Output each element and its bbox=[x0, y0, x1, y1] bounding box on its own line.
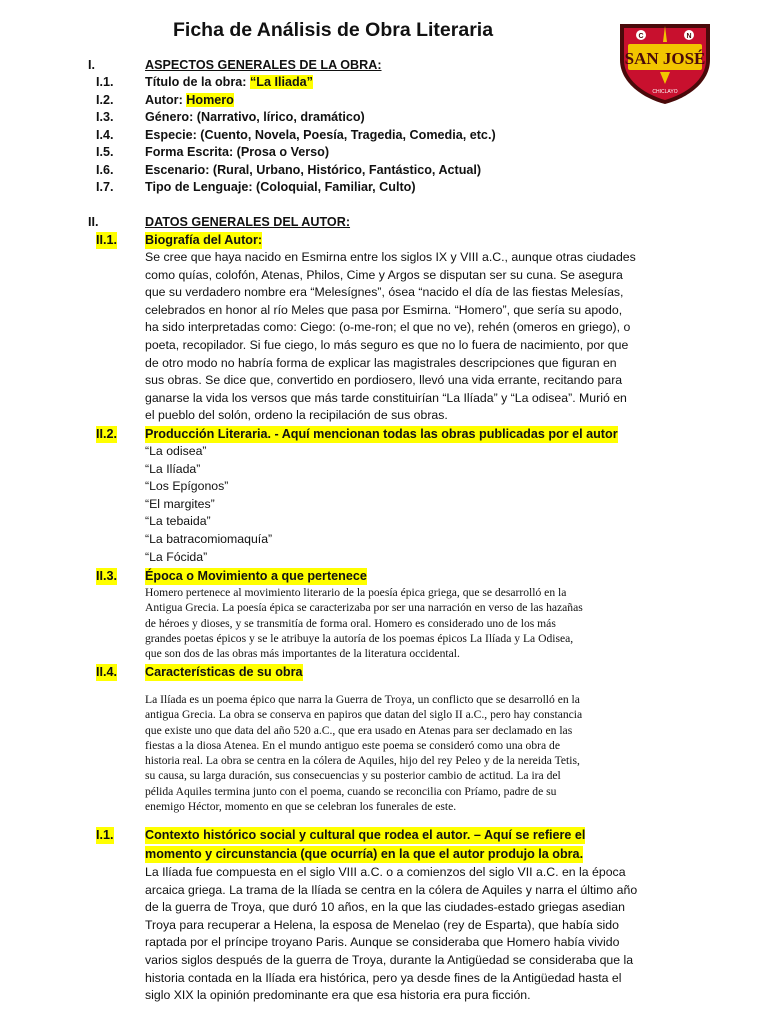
item-number: I.1. bbox=[96, 75, 114, 89]
bio-line: Se cree que haya nacido en Esmirna entre los siglos IX y VIII a.C., aunque otras ciudades bbox=[145, 250, 636, 264]
features-line: fiestas a la diosa Atenea. En el mundo antiguo este poema se consideró como una obra de bbox=[145, 738, 560, 752]
context-line: Troya para recuperar a Helena, la esposa de Menelao (rey de Esparta), que había sido bbox=[145, 917, 619, 932]
features-line: historia real. La obra se centra en la cólera de Aquiles, hijo del rey Peleo y de la nereida Tetis, bbox=[145, 754, 580, 768]
section2-number: II. bbox=[88, 215, 99, 229]
context-number: I.1. bbox=[96, 828, 114, 842]
item-number: I.6. bbox=[96, 163, 114, 177]
bio-line: de otro modo no habría forma de explicar las magistrales descripciones que figuran en bbox=[145, 355, 617, 370]
epoch-line: Antigua Grecia. La poesía épica se caracterizaba por ser una narración en verso de las hazañas bbox=[145, 601, 583, 615]
epoch-line: que son dos de las obras más importantes de la literatura occidental. bbox=[145, 647, 460, 661]
work-item: “La batracomiomaquía” bbox=[145, 531, 273, 546]
item-label: Autor: bbox=[145, 93, 183, 107]
logo-letter-n: N bbox=[686, 33, 692, 40]
features-line: antigua Grecia. La obra se conserva en papiros que datan del siglo II a.C., pero hay constancia bbox=[145, 708, 583, 722]
bio-line: poeta, recopilador. Si fue ciego, lo más seguro es que no lo fuera de nacimiento, por que bbox=[145, 337, 629, 352]
context-label-line1: Contexto histórico social y cultural que rodea el autor. – Aquí se refiere el bbox=[145, 828, 586, 842]
item-number: I.2. bbox=[96, 93, 114, 107]
bio-line: el pueblo del solón, ordeno la recipilación de sus obras. bbox=[145, 408, 448, 423]
bio-line: ganarse la vida los versos que más tarde constituirían “La Ilíada” y “La odisea”. Murió en bbox=[145, 390, 627, 405]
bio-line: sus obras. Se dice que, convertido en pordiosero, llevó una vida errante, recitando para bbox=[145, 373, 623, 388]
school-shield-logo bbox=[614, 20, 716, 106]
item-value: “La Iliada” bbox=[249, 75, 313, 89]
work-item: “La odisea” bbox=[145, 444, 207, 458]
section1-number: I. bbox=[88, 58, 95, 72]
item-label: Escenario: (Rural, Urbano, Histórico, Fantástico, Actual) bbox=[145, 163, 482, 177]
bio-line: como quías, colofón, Atenas, Philos, Cime y Argos se disputan ser su cuna. Se asegura bbox=[145, 267, 623, 282]
features-line: La Ilíada es un poema épico que narra la Guerra de Troya, un conflicto que se desarrolló en la bbox=[145, 693, 580, 706]
item-label: Tipo de Lenguaje: (Coloquial, Familiar, Culto) bbox=[145, 180, 416, 194]
logo-letter-c: C bbox=[638, 33, 644, 40]
bio-line: celebrados en honor al río Meles que pasa por Esmirna. “Homero”, que sería su apodo, bbox=[145, 302, 623, 317]
work-item: “El margites” bbox=[145, 496, 215, 511]
context-line: varios siglos después de la guerra de Troya, durante la Antigüedad se consideraba que la bbox=[145, 952, 634, 967]
context-paragraph bbox=[145, 864, 665, 1005]
bio-number: II.1. bbox=[96, 233, 117, 247]
page-title: Ficha de Análisis de Obra Literaria bbox=[173, 19, 494, 41]
bio-label: Biografía del Autor: bbox=[145, 233, 263, 247]
item-value: Homero bbox=[186, 93, 234, 107]
item-label: Género: (Narrativo, lírico, dramático) bbox=[145, 110, 365, 124]
context-line: siglo XIX la opinión predominante era que esa historia era pura ficción. bbox=[145, 988, 531, 1003]
production-number: II.2. bbox=[96, 427, 117, 441]
item-number: I.4. bbox=[96, 128, 114, 142]
item-label: Especie: (Cuento, Novela, Poesía, Tragedia, Comedia, etc.) bbox=[145, 128, 496, 142]
epoch-paragraph bbox=[145, 585, 583, 661]
features-paragraph bbox=[145, 692, 582, 814]
logo-city: CHICLAYO bbox=[652, 89, 678, 95]
work-item: “La Ilíada” bbox=[145, 461, 201, 476]
bio-line: ha sido interpretadas como: Ciego: (o-me-ron; el que no ve), rehén (omeros en griego), o bbox=[145, 320, 631, 335]
production-label: Producción Literaria. - Aquí mencionan todas las obras publicadas por el autor bbox=[145, 427, 618, 441]
item-number: I.7. bbox=[96, 180, 114, 194]
bio-paragraph bbox=[145, 249, 665, 425]
context-line: La Ilíada fue compuesta en el siglo VIII a.C. o a comienzos del siglo VII a.C. en la época bbox=[145, 865, 626, 879]
logo-main-letters: SAN JOSÉ bbox=[624, 49, 706, 68]
item-label: Título de la obra: bbox=[145, 75, 247, 89]
section2-heading: DATOS GENERALES DEL AUTOR: bbox=[145, 215, 351, 229]
context-line: historia contada en la Ilíada era histórica, pero ya desde fines de la Antigüedad hasta el bbox=[145, 970, 622, 985]
work-item: “La tebaida” bbox=[145, 514, 211, 529]
epoch-number: II.3. bbox=[96, 569, 117, 583]
item-number: I.3. bbox=[96, 110, 114, 124]
context-line: de la guerra de Troya, que duró 10 años, en la que las ciudades-estado griegas asedian bbox=[145, 900, 625, 915]
context-label-line2: momento y circunstancia (que ocurría) en la que el autor produjo la obra. bbox=[145, 847, 584, 861]
epoch-label: Época o Movimiento a que pertenece bbox=[145, 569, 367, 583]
context-line: arcaica griega. La trama de la Ilíada se centra en la cólera de Aquiles y narra el último año bbox=[145, 882, 638, 897]
features-label: Características de su obra bbox=[145, 665, 303, 679]
item-label: Forma Escrita: (Prosa o Verso) bbox=[145, 145, 330, 159]
features-line: pélida Aquiles termina junto con el poema, cuando se reconcilia con Príamo, padre de su bbox=[145, 784, 557, 798]
context-line: raptada por el príncipe troyano Paris. Aunque se consideraba que Homero había vivido bbox=[145, 935, 620, 950]
features-line: que existe uno que data del año 520 a.C., que era usado en Atenas para ser declamado en las bbox=[145, 723, 573, 737]
work-item: “La Fócida” bbox=[145, 549, 208, 564]
features-line: enemigo Héctor, momento en que se celebran los funerales de este. bbox=[145, 800, 457, 814]
works-list bbox=[145, 443, 272, 566]
item-number: I.5. bbox=[96, 145, 114, 159]
section1-heading: ASPECTOS GENERALES DE LA OBRA: bbox=[145, 58, 382, 72]
work-item: “Los Epígonos” bbox=[145, 479, 229, 494]
features-line: su causa, su larga duración, sus consecuencias y su posterior cambio de actitud. La ira del bbox=[145, 769, 561, 783]
bio-line: que su verdadero nombre era “Melesígnes”, ósea “nacido el día de las fiestas Melesías, bbox=[145, 285, 624, 300]
features-number: II.4. bbox=[96, 665, 117, 679]
epoch-line: Homero pertenece al movimiento literario de la poesía épica griega, que se desarrolló en la bbox=[145, 586, 567, 599]
epoch-line: de héroes y dioses, y se transmitía de forma oral. Homero es considerado uno de los más bbox=[145, 616, 556, 630]
epoch-line: grandes poetas épicos y se le atribuye la autoría de los poemas épicos La Ilíada y La Odisea, bbox=[145, 631, 574, 645]
